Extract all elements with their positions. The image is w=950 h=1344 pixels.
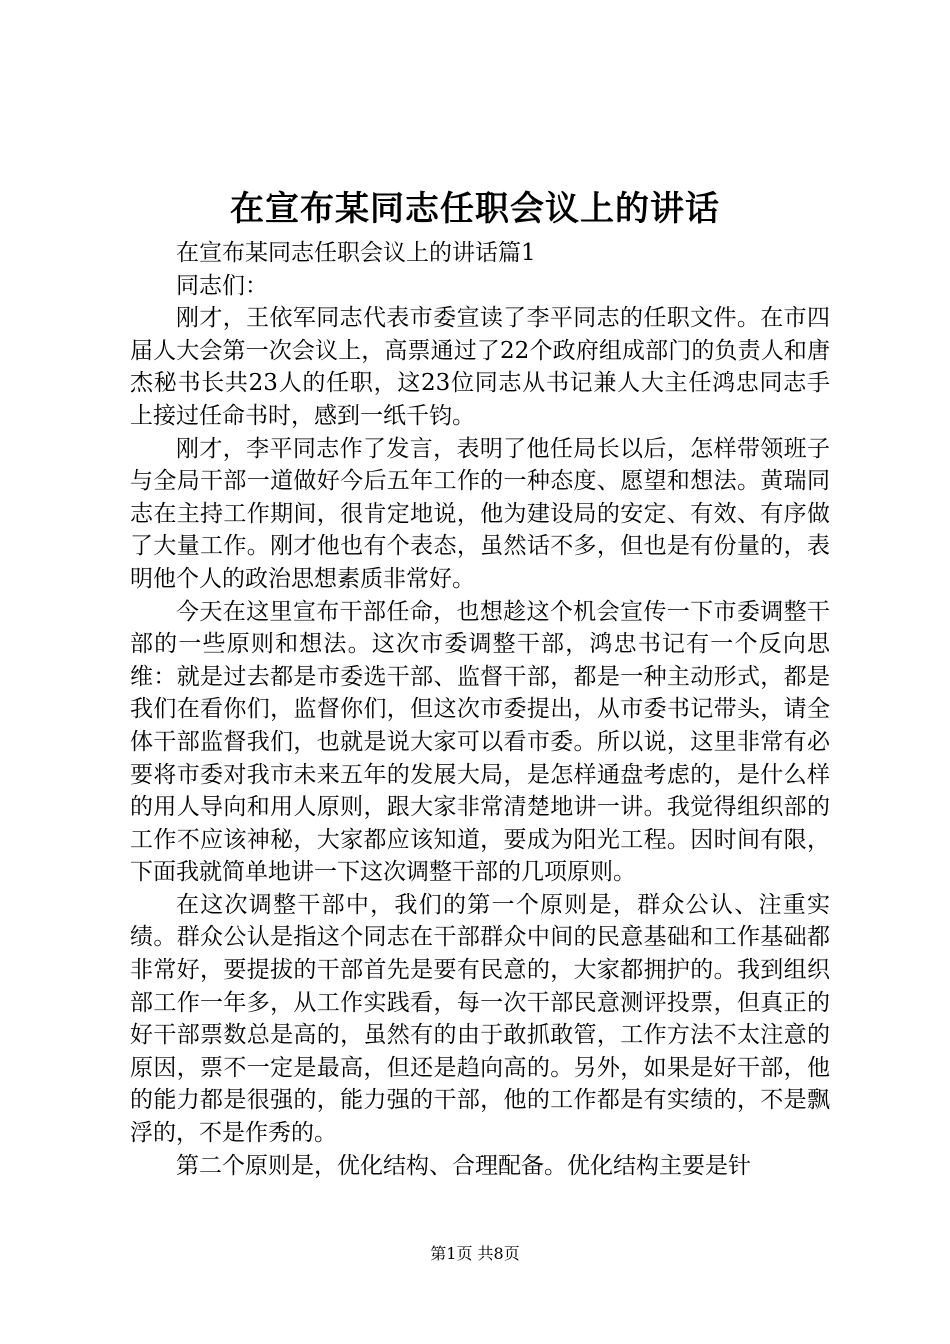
salutation: 同志们：: [176, 272, 268, 299]
body-paragraph: 今天在这里宣布干部任命，也想趁这个机会宣传一下市委调整干部的一些原则和想法。这次市委调整干部，鸿忠书记有一个反向思维：就是过去都是市委选干部、监督干部，都是一种主动形式，都是我们在看你们，监督你们，但这次市委提出，从市委书记带头，请全体干部监督我们，也就是说大家可以看市委。所以说，这里非常有必要将市委对我市未来五年的发展大局，是怎样通盘考虑的，是什么样的用人导向和用人原则，跟大家非常清楚地讲一讲。我觉得组织部的工作不应该神秘，大家都应该知道，要成为阳光工程。因时间有限，下面我就简单地讲一下这次调整干部的几项原则。: [130, 598, 830, 886]
body-paragraph: 在这次调整干部中，我们的第一个原则是，群众公认、注重实绩。群众公认是指这个同志在干部群众中间的民意基础和工作基础都非常好，要提拔的干部首先是要有民意的，大家都拥护的。我到组织部工作一年多，从工作实践看，每一次干部民意测评投票，但真正的好干部票数总是高的，虽然有的由于敢抓敢管，工作方法不太注意的原因，票不一定是最高，但还是趋向高的。另外，如果是好干部，他的能力都是很强的，能力强的干部，他的工作都是有实绩的，不是飘浮的，不是作秀的。: [130, 891, 830, 1147]
body-paragraph: 刚才，李平同志作了发言，表明了他任局长以后，怎样带领班子与全局干部一道做好今后五年工作的一种态度、愿望和想法。黄瑞同志在主持工作期间，很肯定地说，他为建设局的安定、有效、有序做了大量工作。刚才他也有个表态，虽然话不多，但也是有份量的，表明他个人的政治思想素质非常好。: [130, 435, 830, 592]
document-body: [130, 237, 830, 1182]
body-paragraph: 第二个原则是，优化结构、合理配备。优化结构主要是针: [176, 1152, 751, 1179]
page-number: 第1页 共8页: [430, 1244, 520, 1263]
section-heading: 在宣布某同志任职会议上的讲话篇1: [176, 240, 536, 266]
body-paragraph: 刚才，王依军同志代表市委宣读了李平同志的任职文件。在市四届人大会第一次会议上，高票通过了22个政府组成部门的负责人和唐杰秘书长共23人的任职，这23位同志从书记兼人大主任鸿忠同志手上接过任命书时，感到一纸千钧。: [130, 305, 830, 429]
page-footer: [0, 1242, 950, 1266]
document-title: 在宣布某同志任职会议上的讲话: [230, 189, 720, 229]
